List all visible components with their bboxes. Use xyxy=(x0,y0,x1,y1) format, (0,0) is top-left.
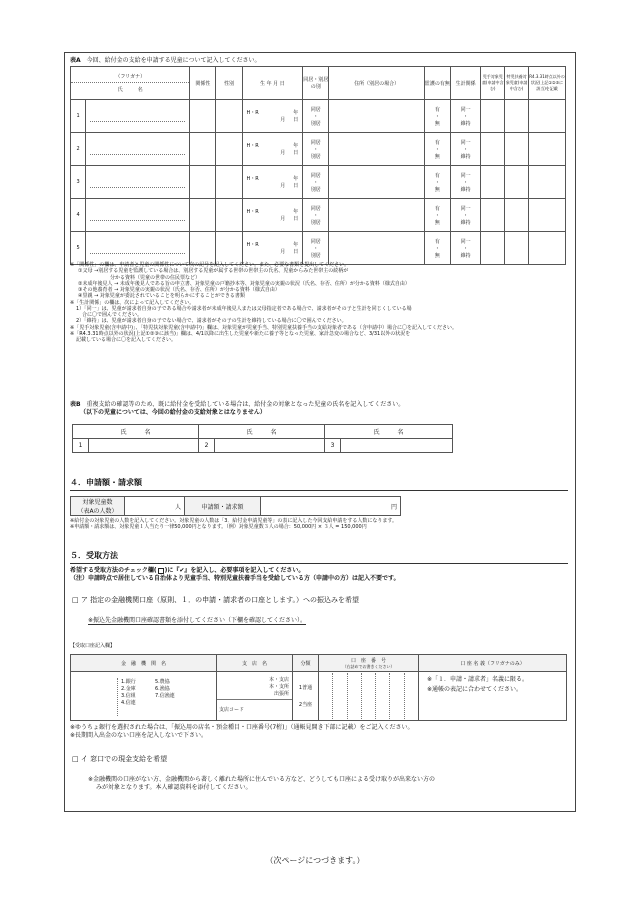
custody-no: 無 xyxy=(434,186,440,193)
type-header: 分類 xyxy=(293,655,319,672)
month-label: 月 xyxy=(280,150,286,156)
custody-field[interactable] xyxy=(424,166,450,199)
liv-option-b: 維持 xyxy=(460,153,471,160)
address-header: 住所（別居の場合） xyxy=(329,67,425,100)
sex-field[interactable] xyxy=(216,100,242,133)
relation-field[interactable] xyxy=(190,133,216,166)
custody-no: 無 xyxy=(434,120,440,127)
previous-recipients-table xyxy=(72,424,453,453)
dot: ・ xyxy=(434,113,440,120)
footer-text: （次ページにつづきます。） xyxy=(265,856,365,865)
table-row xyxy=(71,133,566,166)
option-a-note-text: ※振込先金融機関口座確認書類を添付してください（下欄を確認してください）。 xyxy=(88,617,307,624)
col-b-field[interactable] xyxy=(505,232,529,265)
section-b-title: 重複支給の確認等のため、既に給付金を受給している場合は、給付金の対象となった児童の氏名を記入してください。 xyxy=(86,401,405,408)
note-line: ②未成年後見人 → 未成年後見人である旨の申立書、対象児童の戸籍抄本等、対象児童の実親の状況（氏名、存否、住所）が分かる資料（様式自由） xyxy=(78,280,410,287)
bank-field[interactable] xyxy=(71,672,217,721)
holder-field[interactable] xyxy=(419,672,567,721)
custody-field[interactable] xyxy=(424,133,450,166)
holder-note-1: ※「１．申請・請求者」名義に限る。 xyxy=(427,676,529,683)
address-field[interactable] xyxy=(329,133,425,166)
checkbox-icon xyxy=(158,568,164,574)
section-a-label: 表A xyxy=(70,57,81,64)
table-row xyxy=(71,672,567,721)
liv-option-b: 維持 xyxy=(460,219,471,226)
day-label: 日 xyxy=(293,117,299,123)
birth-field[interactable] xyxy=(242,199,303,232)
cohabit-option-a: 同居 xyxy=(310,172,321,179)
note-line: 分かる資料（児童の世帯の住民票など） xyxy=(110,274,201,281)
custody-yes: 有 xyxy=(434,205,440,212)
liv-option-a: 同一 xyxy=(460,238,471,245)
cohabit-option-b: 別居 xyxy=(310,153,321,160)
col-a-field[interactable] xyxy=(481,232,505,265)
cohabit-field[interactable] xyxy=(303,100,329,133)
name-header xyxy=(71,67,190,100)
relation-field[interactable] xyxy=(190,232,216,265)
livelihood-field[interactable] xyxy=(450,232,480,265)
custody-yes: 有 xyxy=(434,172,440,179)
sex-field[interactable] xyxy=(216,232,242,265)
col-a-field[interactable] xyxy=(481,199,505,232)
account-label: 【受取口座記入欄】 xyxy=(70,643,116,649)
livelihood-field[interactable] xyxy=(450,166,480,199)
col-c-field[interactable] xyxy=(529,133,566,166)
note-line: 合に〇で囲んでください。 xyxy=(82,312,143,318)
relation-field[interactable] xyxy=(190,166,216,199)
col-a-field[interactable] xyxy=(481,166,505,199)
year-label: 年 xyxy=(293,209,299,215)
name-field[interactable] xyxy=(86,232,190,265)
note-line: ※「生計関係」の欄は、次によって記入してください。 xyxy=(70,299,195,306)
branch-field[interactable] xyxy=(217,672,293,721)
name-field[interactable] xyxy=(86,166,190,199)
dot: ・ xyxy=(463,245,469,252)
instruction-pre: 希望する受取方法のチェック欄( xyxy=(70,567,157,574)
bank-type: 6.漁協 xyxy=(155,686,170,692)
col-c-field[interactable] xyxy=(529,232,566,265)
custody-yes: 有 xyxy=(434,238,440,245)
cohabit-header: 同居・別居の別 xyxy=(303,67,329,100)
birth-field[interactable] xyxy=(242,100,303,133)
branch-type: 本・支所 xyxy=(268,684,289,690)
cohabit-field[interactable] xyxy=(303,133,329,166)
count-label-1: 対象児童数 xyxy=(82,499,113,506)
col-a-field[interactable] xyxy=(481,100,505,133)
dot: ・ xyxy=(434,212,440,219)
row-number: 3 xyxy=(71,166,86,199)
row-number: 1 xyxy=(71,100,86,133)
day-label: 日 xyxy=(293,183,299,189)
dot: ・ xyxy=(313,146,319,153)
section-a-title: 今回、給付金の支給を申請する児童について記入してください。 xyxy=(86,57,261,64)
yen-unit: 円 xyxy=(390,503,397,511)
birth-field[interactable] xyxy=(242,166,303,199)
dot: ・ xyxy=(313,113,319,120)
table-row xyxy=(71,232,566,265)
account-number-field[interactable] xyxy=(319,672,419,721)
bank-type: 1.銀行 xyxy=(121,679,136,685)
custody-yes: 有 xyxy=(434,139,440,146)
section-5-title: ５．受取方法 xyxy=(70,551,118,560)
account-notes xyxy=(70,724,570,740)
dot: ・ xyxy=(434,245,440,252)
name-header: 氏 名 xyxy=(325,425,453,439)
dot: ・ xyxy=(463,113,469,120)
year-label: 年 xyxy=(293,110,299,116)
col-b-field[interactable] xyxy=(505,199,529,232)
cohabit-option-b: 別居 xyxy=(310,120,321,127)
col-c-field[interactable] xyxy=(529,100,566,133)
table-row xyxy=(71,166,566,199)
branch-header: 支 店 名 xyxy=(217,655,293,672)
month-label: 月 xyxy=(280,117,286,123)
instruction-post: )に『✔』を記入し、必要事項を記入してください。 xyxy=(164,567,305,574)
holder-note-2: ※通帳の表記に合わせてください。 xyxy=(427,686,523,693)
count-label xyxy=(71,497,125,516)
era-label: H・R xyxy=(246,176,259,182)
row-number: 4 xyxy=(71,199,86,232)
era-label: H・R xyxy=(246,143,259,149)
row-number: 1 xyxy=(73,439,89,453)
table-row xyxy=(73,439,453,453)
option-b-note xyxy=(88,776,568,792)
bank-type: 3.信組 xyxy=(121,693,136,699)
amount-field[interactable] xyxy=(261,497,401,516)
address-field[interactable] xyxy=(329,100,425,133)
account-table xyxy=(70,654,567,721)
cohabit-option-b: 別居 xyxy=(310,186,321,193)
table-row xyxy=(71,497,401,516)
custody-no: 無 xyxy=(434,153,440,160)
dot: ・ xyxy=(313,212,319,219)
name-header-label: 氏 名 xyxy=(117,87,143,93)
col-b-field[interactable] xyxy=(505,166,529,199)
birth-header: 生 年 月 日 xyxy=(242,67,303,100)
dot: ・ xyxy=(463,212,469,219)
name-field[interactable] xyxy=(86,199,190,232)
custody-no: 無 xyxy=(434,252,440,259)
note-line: ③その他養育者 → 対象児童の実親の状況（氏名、存否、住所）が分かる資料（様式自由） xyxy=(78,287,280,293)
bank-type: 2.金庫 xyxy=(121,686,136,692)
custody-field[interactable] xyxy=(424,100,450,133)
livelihood-field[interactable] xyxy=(450,199,480,232)
count-label-2: （表Aの人数） xyxy=(77,508,118,515)
address-field[interactable] xyxy=(329,166,425,199)
cohabit-option-a: 同居 xyxy=(310,238,321,245)
col-a-header: 児手対象児童(申請中含む) xyxy=(481,67,505,100)
note-line: ※ゆうちょ銀行を選択された場合は、「振込用の店名・預金種目・口座番号(7桁)」（通帳見開き下部に記載）をご記入ください。 xyxy=(70,724,414,731)
col-c-field[interactable] xyxy=(529,166,566,199)
section-4-title: ４．申請額・請求額 xyxy=(70,478,142,487)
relation-field[interactable] xyxy=(190,199,216,232)
col-b-field[interactable] xyxy=(505,100,529,133)
notes-a xyxy=(70,262,570,343)
table-row xyxy=(73,425,453,439)
name-field[interactable] xyxy=(215,439,325,453)
amount-table xyxy=(70,496,401,516)
liv-option-b: 維持 xyxy=(460,120,471,127)
dot: ・ xyxy=(434,179,440,186)
year-label: 年 xyxy=(293,242,299,248)
row-number: 2 xyxy=(199,439,215,453)
day-label: 日 xyxy=(293,249,299,255)
note-line: ※給付金の対象児童の人数を記入してください。対象児童の人数は「3．給付金申請児童等」の表に記入した今回支給申請をする人数になります。 xyxy=(70,518,397,524)
name-field[interactable] xyxy=(341,439,453,453)
col-a-field[interactable] xyxy=(481,133,505,166)
account-type: 2当座 xyxy=(298,702,313,708)
liv-option-a: 同一 xyxy=(460,205,471,212)
day-label: 日 xyxy=(293,150,299,156)
option-a-note xyxy=(88,617,306,625)
livelihood-field[interactable] xyxy=(450,100,480,133)
note-line: ※「関係性」の欄は、申請者と児童の関係性について次の記号を記入してください。また、必要な書類を提出してください。 xyxy=(70,262,350,268)
era-label: H・R xyxy=(246,110,259,116)
person-unit: 人 xyxy=(174,503,181,511)
name-header: 氏 名 xyxy=(73,425,199,439)
address-field[interactable] xyxy=(329,232,425,265)
bank-type: 7.信漁連 xyxy=(155,693,175,699)
section-5-instructions xyxy=(70,567,570,583)
branch-type: 本・支店 xyxy=(268,677,289,683)
cohabit-option-b: 別居 xyxy=(310,252,321,259)
table-row xyxy=(71,100,566,133)
account-type: 1普通 xyxy=(298,685,313,691)
sex-field[interactable] xyxy=(216,166,242,199)
note-line: ※「R4.3.31時点以外の状況(上記①②③に該当)」欄は、4/1以降に出生した児童や新たに養子等となった児童、家計急変の場合など、3/31以外の状況を xyxy=(70,330,411,337)
livelihood-header: 生計関係 xyxy=(450,67,480,100)
era-label: H・R xyxy=(246,209,259,215)
note-line: 2）「維持」は、児童が請求者自身の子でない場合で、請求者がその子の生計を維持している場合に〇で囲んでください。 xyxy=(76,318,347,325)
note-line: ※「児手対象児童(含申請中)」、「特児扶対象児童(含申請中)」欄は、対象児童が児童手当、特別児童扶養手当の支給対象者である（含申請中）場合に〇を記入してください。 xyxy=(70,324,458,331)
liv-option-a: 同一 xyxy=(460,106,471,113)
liv-option-b: 維持 xyxy=(460,186,471,193)
name-field[interactable] xyxy=(86,133,190,166)
col-b-header: 特児扶養対象児童(申請中含む) xyxy=(505,67,529,100)
section-4-notes xyxy=(70,518,570,531)
row-number: 2 xyxy=(71,133,86,166)
liv-option-a: 同一 xyxy=(460,139,471,146)
number-header-sub: （右詰めでお書きください） xyxy=(342,663,395,669)
relation-field[interactable] xyxy=(190,100,216,133)
instruction-line-2: （注）申請時点で居住している自治体より児童手当、特別児童扶養手当を受給している方（申請中の方）は記入不要です。 xyxy=(70,574,400,582)
section-b-subtitle: （以下の児童については、今回の給付金の支給対象とはなりません） xyxy=(80,408,266,416)
dot: ・ xyxy=(313,245,319,252)
bank-header: 金 融 機 関 名 xyxy=(71,655,217,672)
month-label: 月 xyxy=(280,183,286,189)
relation-header: 関係性 xyxy=(190,67,216,100)
year-label: 年 xyxy=(293,176,299,182)
option-b[interactable]: □ イ 窓口での現金支給を希望 xyxy=(72,755,168,763)
sex-field[interactable] xyxy=(216,199,242,232)
cohabit-option-a: 同居 xyxy=(310,139,321,146)
cohabit-field[interactable] xyxy=(303,199,329,232)
option-a[interactable]: □ ア 指定の金融機関口座（原則、１．の申請・請求者の口座とします。）への振込みを希望 xyxy=(72,596,360,604)
birth-field[interactable] xyxy=(242,232,303,265)
dot: ・ xyxy=(313,179,319,186)
section-a-heading xyxy=(70,57,260,65)
era-label: H・R xyxy=(246,242,259,248)
section-5-rule xyxy=(70,563,568,564)
branch-type: 出張所 xyxy=(273,691,289,697)
section-b-label: 表B xyxy=(70,401,81,408)
day-label: 日 xyxy=(293,216,299,222)
dot: ・ xyxy=(463,146,469,153)
number-header-label: 口 座 番 号 xyxy=(350,657,386,664)
note-line: ※長期間入出金のない口座を記入しないで下さい。 xyxy=(70,731,208,739)
custody-no: 無 xyxy=(434,219,440,226)
cohabit-option-a: 同居 xyxy=(310,106,321,113)
note-line: ※申請額・請求額は、対象児童１人当たり一律50,000円となります。（例）対象児童数３人の場合：50,000円 × ３人 = 150,000円 xyxy=(70,524,367,531)
table-row xyxy=(71,655,567,672)
bank-type: 5.農協 xyxy=(155,679,170,685)
birth-field[interactable] xyxy=(242,133,303,166)
cohabit-option-b: 別居 xyxy=(310,219,321,226)
month-label: 月 xyxy=(280,249,286,255)
sex-header: 性別 xyxy=(216,67,242,100)
col-c-header: R4.3.31時点以外の状況(上記①②③に該当)を記載 xyxy=(529,67,566,100)
amount-label: 申請額・請求額 xyxy=(185,497,261,516)
number-header xyxy=(319,655,419,672)
name-header: 氏 名 xyxy=(199,425,325,439)
note-line: 記載している場合に〇を記入してください。 xyxy=(76,337,177,343)
custody-header: 監護の有無 xyxy=(424,67,450,100)
liv-option-b: 維持 xyxy=(460,252,471,259)
section-b-heading xyxy=(70,401,570,417)
custody-field[interactable] xyxy=(424,199,450,232)
year-label: 年 xyxy=(293,143,299,149)
account-type-field[interactable] xyxy=(293,672,319,721)
cohabit-option-a: 同居 xyxy=(310,205,321,212)
count-field[interactable] xyxy=(125,497,185,516)
bank-type: 4.信連 xyxy=(121,700,136,706)
section-4-rule xyxy=(70,490,568,491)
sex-field[interactable] xyxy=(216,133,242,166)
note-line: みが対象となります。本人確認資料を添付してください。 xyxy=(96,783,252,791)
children-table-header xyxy=(71,67,566,100)
dot: ・ xyxy=(463,179,469,186)
branch-code-label: 支店コード xyxy=(217,699,292,713)
note-line: ※金融機関の口座がない方、金融機関から著しく離れた場所に住んでいる方など、どうしても口座による受け取りが出来ない方の xyxy=(88,776,436,783)
cohabit-field[interactable] xyxy=(303,166,329,199)
custody-field[interactable] xyxy=(424,232,450,265)
month-label: 月 xyxy=(280,216,286,222)
table-row xyxy=(71,199,566,232)
name-field[interactable] xyxy=(86,100,190,133)
note-line: ④里親 → 対象児童が委託されていることを明らかにすることができる書類 xyxy=(78,293,245,300)
cohabit-field[interactable] xyxy=(303,232,329,265)
name-field[interactable] xyxy=(89,439,199,453)
note-line: 1）「同一」は、児童が請求者自身の子である場合や請求者が未成年後見人または父母指定者である場合で、請求者がその子と生計を同じくしている場 xyxy=(76,305,412,312)
row-number: 3 xyxy=(325,439,341,453)
row-number: 5 xyxy=(71,232,86,265)
custody-yes: 有 xyxy=(434,106,440,113)
dot: ・ xyxy=(434,146,440,153)
children-table xyxy=(70,66,566,265)
liv-option-a: 同一 xyxy=(460,172,471,179)
col-c-field[interactable] xyxy=(529,199,566,232)
holder-header: 口 座 名 義（フリガナのみ） xyxy=(419,655,567,672)
address-field[interactable] xyxy=(329,199,425,232)
furigana-header: （フリガナ） xyxy=(71,73,189,83)
note-line: ①父母 →別居する児童を監護している場合は、別居する児童が属する世帯の世帯主の氏名、児童からみた世帯主の続柄が xyxy=(78,268,349,275)
col-b-field[interactable] xyxy=(505,133,529,166)
instruction-line-1 xyxy=(70,567,570,575)
livelihood-field[interactable] xyxy=(450,133,480,166)
